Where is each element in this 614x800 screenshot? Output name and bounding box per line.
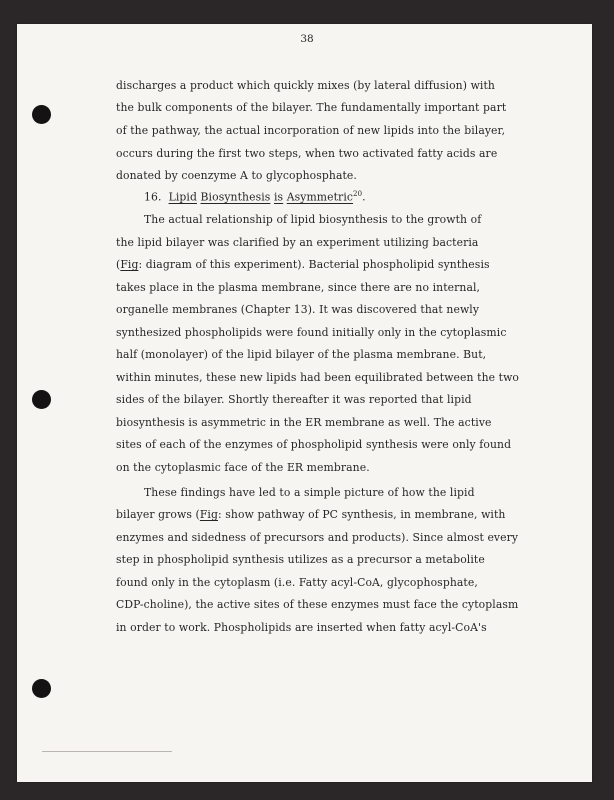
text-line: in order to work. Phospholipids are inserted when fatty acyl-CoA's <box>116 621 487 634</box>
text-line <box>116 508 505 521</box>
heading-word: Biosynthesis <box>200 190 271 204</box>
heading-word: Asymmetric <box>286 190 354 204</box>
text-line: sides of the bilayer. Shortly thereafter it was reported that lipid <box>116 393 472 406</box>
page-number: 38 <box>300 33 314 45</box>
text-line: found only in the cytoplasm (i.e. Fatty acyl-CoA, glycophosphate, <box>116 576 478 589</box>
figure-reference: Fig <box>120 258 139 271</box>
text-line: discharges a product which quickly mixes (by lateral diffusion) with <box>116 79 495 92</box>
figure-reference: Fig <box>199 508 218 521</box>
text-line: biosynthesis is asymmetric in the ER membrane as well. The active <box>116 416 492 429</box>
text-line: within minutes, these new lipids had been equilibrated between the two <box>116 371 520 384</box>
footnote-marker: 20 <box>353 190 363 198</box>
text-line: organelle membranes (Chapter 13). It was discovered that newly <box>116 303 480 316</box>
text-line: of the pathway, the actual incorporation of new lipids into the bilayer, <box>116 124 506 137</box>
heading-word: Lipid <box>168 190 197 204</box>
text-line: sites of each of the enzymes of phospholipid synthesis were only found <box>116 438 512 451</box>
heading-number: 16. <box>144 190 162 204</box>
text-line: the bulk components of the bilayer. The fundamentally important part <box>116 101 507 114</box>
text-fragment: : diagram of this experiment). Bacterial phospholipid synthesis <box>138 258 490 271</box>
text-line: donated by coenzyme A to glycophosphate. <box>116 169 357 182</box>
text-line: occurs during the first two steps, when two activated fatty acids are <box>116 147 498 160</box>
text-line: These findings have led to a simple picture of how the lipid <box>144 486 475 499</box>
text-line: synthesized phospholipids were found initially only in the cytoplasmic <box>116 326 507 339</box>
text-line: CDP-choline), the active sites of these enzymes must face the cytoplasm <box>116 598 519 611</box>
text-line: enzymes and sidedness of precursors and products). Since almost every <box>116 531 519 544</box>
text-line: takes place in the plasma membrane, since there are no internal, <box>116 281 481 294</box>
text-line: The actual relationship of lipid biosynthesis to the growth of <box>144 213 482 226</box>
text-line <box>116 258 490 271</box>
text-line: half (monolayer) of the lipid bilayer of the plasma membrane. But, <box>116 348 487 361</box>
text-line: on the cytoplasmic face of the ER membrane. <box>116 461 370 474</box>
binder-hole <box>32 390 51 409</box>
text-fragment: bilayer grows ( <box>116 508 200 521</box>
section-heading <box>144 190 366 204</box>
binder-hole <box>32 105 51 124</box>
binder-hole <box>32 679 51 698</box>
text-line: step in phospholipid synthesis utilizes as a precursor a metabolite <box>116 553 485 566</box>
text-line: the lipid bilayer was clarified by an experiment utilizing bacteria <box>116 236 479 249</box>
text-fragment: : show pathway of PC synthesis, in membrane, with <box>218 508 506 521</box>
paren: ( <box>116 258 121 271</box>
heading-word: is <box>273 190 284 204</box>
footer-divider <box>42 751 172 752</box>
heading-tail: . <box>362 190 366 204</box>
